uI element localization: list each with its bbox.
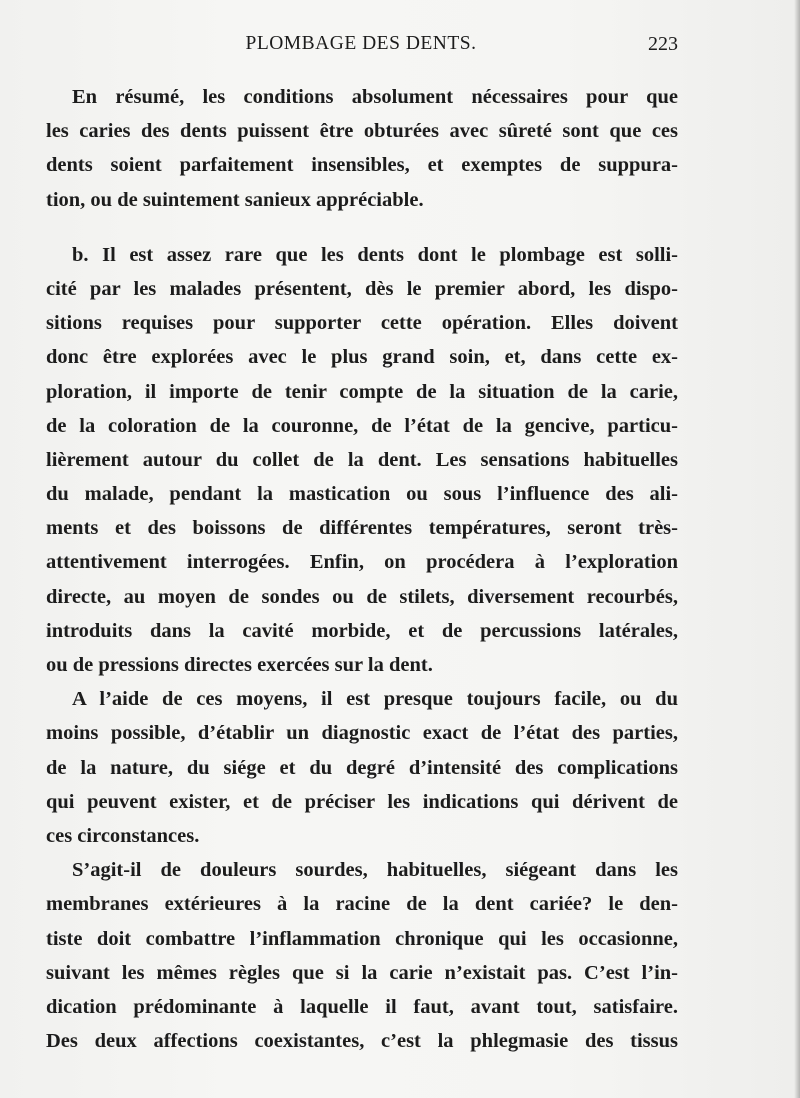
text-line: b. Il est assez rare que les dents dont le plombage est solli- bbox=[72, 243, 678, 266]
text-line: sitions requises pour supporter cette opération. Elles doivent bbox=[46, 312, 678, 335]
text-line: A l’aide de ces moyens, il est presque toujours facile, ou du bbox=[72, 688, 678, 711]
text-line: Des deux affections coexistantes, c’est la phlegmasie des tissus bbox=[46, 1030, 678, 1053]
running-title: PLOMBAGE DES DENTS. bbox=[245, 33, 477, 54]
text-line: du malade, pendant la mastication ou sous l’influence des ali- bbox=[46, 483, 678, 506]
text-line: ments et des boissons de différentes températures, seront très- bbox=[46, 517, 678, 540]
paragraph bbox=[46, 80, 678, 217]
text-line: En résumé, les conditions absolument nécessaires pour que bbox=[72, 86, 678, 108]
page-number: 223 bbox=[648, 33, 678, 55]
text-line: ces circonstances. bbox=[46, 824, 200, 847]
paragraph bbox=[46, 853, 678, 1058]
text-line: suivant les mêmes règles que si la carie n’existait pas. C’est l’in- bbox=[46, 961, 678, 984]
text-line: ou de pressions directes exercées sur la dent. bbox=[46, 654, 433, 676]
paragraph bbox=[46, 238, 678, 682]
text-line: membranes extérieures à la racine de la dent cariée? le den- bbox=[46, 893, 678, 916]
body-text bbox=[46, 80, 678, 1058]
text-line: tion, ou de suintement sanieux appréciable. bbox=[46, 188, 424, 211]
text-line: donc être explorées avec le plus grand soin, et, dans cette ex- bbox=[46, 346, 678, 369]
text-line: dents soient parfaitement insensibles, et exemptes de suppura- bbox=[46, 154, 678, 177]
text-line: introduits dans la cavité morbide, et de percussions latérales, bbox=[46, 619, 678, 642]
text-line: tiste doit combattre l’inflammation chronique qui les occasionne, bbox=[46, 927, 678, 950]
text-line: de la coloration de la couronne, de l’état de la gencive, particu- bbox=[46, 414, 678, 437]
text-line: les caries des dents puissent être obturées avec sûreté sont que ces bbox=[46, 120, 678, 143]
text-line: cité par les malades présentent, dès le premier abord, les dispo- bbox=[46, 277, 678, 300]
text-line: attentivement interrogées. Enfin, on procédera à l’exploration bbox=[46, 551, 678, 574]
text-line: S’agit-il de douleurs sourdes, habituelles, siégeant dans les bbox=[72, 859, 678, 882]
paragraph bbox=[46, 682, 678, 853]
page-edge-shadow bbox=[794, 0, 800, 1098]
text-line: directe, au moyen de sondes ou de stilets, diversement recourbés, bbox=[46, 585, 678, 608]
text-line: qui peuvent exister, et de préciser les indications qui dérivent de bbox=[46, 790, 678, 813]
text-line: lièrement autour du collet de la dent. Les sensations habituelles bbox=[46, 448, 678, 471]
page-header bbox=[44, 33, 678, 63]
text-line: ploration, il importe de tenir compte de la situation de la carie, bbox=[46, 380, 678, 403]
paragraph-gap bbox=[46, 217, 678, 238]
text-line: moins possible, d’établir un diagnostic exact de l’état des parties, bbox=[46, 722, 678, 745]
text-line: de la nature, du siége et du degré d’intensité des complications bbox=[46, 756, 678, 779]
text-line: dication prédominante à laquelle il faut, avant tout, satisfaire. bbox=[46, 995, 678, 1018]
